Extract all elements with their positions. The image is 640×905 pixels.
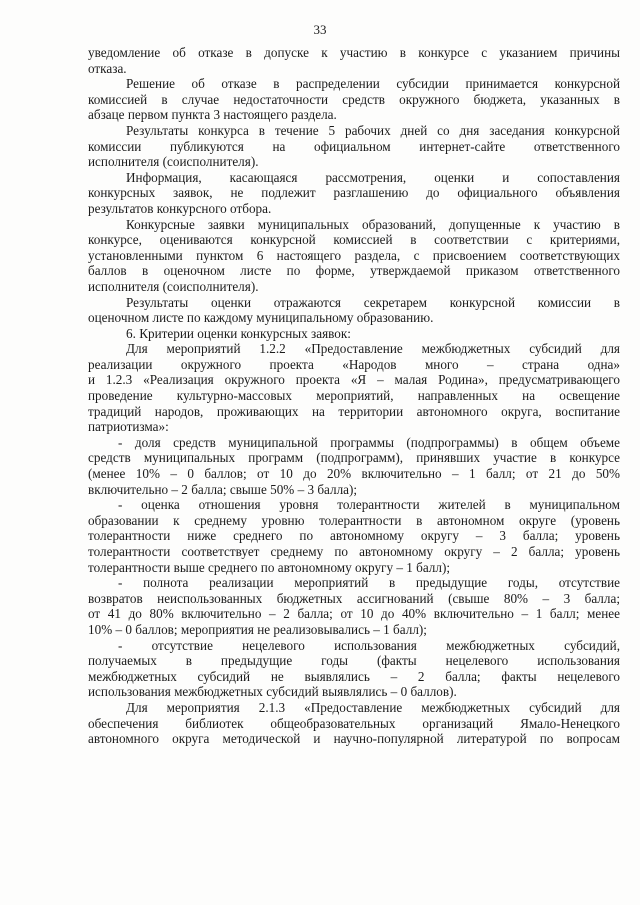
paragraph — [88, 497, 620, 575]
text-line: отказа. — [88, 60, 127, 76]
paragraph — [88, 638, 620, 700]
paragraph — [88, 326, 620, 342]
text-line: конкурсе, оцениваются конкурсной комиссией в соответствии с критериями, — [88, 232, 620, 248]
paragraph — [88, 575, 620, 637]
text-line: образовании к среднему уровню толерантности в автономном округе (уровень — [88, 512, 620, 528]
text-line: результатов конкурсного отбора. — [88, 200, 272, 216]
page-number: 33 — [313, 22, 327, 37]
text-line: Информация, касающаяся рассмотрения, оценки и сопоставления — [126, 169, 620, 185]
text-line: Для мероприятия 2.1.3 «Предоставление межбюджетных субсидий для — [126, 699, 620, 715]
text-line: толерантности выше среднего по автономному округу – 1 балл); — [88, 559, 451, 575]
paragraph — [88, 700, 620, 747]
text-line: баллов в оценочном листе по форме, утверждаемой приказом ответственного — [88, 263, 620, 279]
text-line: реализации окружного проекта «Народов много – страна одна» — [88, 356, 620, 372]
text-line: исполнителя (соисполнителя). — [88, 278, 259, 294]
text-line: оценочном листе по каждому муниципальному образованию. — [88, 310, 434, 326]
text-line: конкурсных заявок, не подлежит разглашению до официального объявления — [88, 185, 620, 201]
text-line: установленными пунктом 6 настоящего раздела, с присвоением соответствующих — [88, 247, 620, 263]
paragraph — [88, 170, 620, 217]
text-line: исполнителя (соисполнителя). — [88, 154, 259, 170]
text-line: автономного округа методической и научно-популярной литературой по вопросам — [88, 731, 620, 747]
text-line: возвратов неиспользованных бюджетных ассигнований (свыше 80% – 3 балла; — [88, 590, 620, 606]
body-text — [88, 45, 620, 747]
text-line: использования межбюджетных субсидий выявлялись – 0 баллов). — [88, 684, 457, 700]
text-line: межбюджетных субсидий не выявлялись – 2 балла; факты нецелевого — [88, 668, 620, 684]
text-line: Результаты оценки отражаются секретарем конкурсной комиссии в — [126, 294, 620, 310]
text-line: уведомление об отказе в допуске к участию в конкурсе с указанием причины — [88, 45, 620, 60]
text-line: традиций народов, проживающих на территории автономного округа, воспитание — [88, 403, 620, 419]
text-line: толерантности ниже среднего по автономному округу – 3 балла; уровень — [88, 528, 620, 544]
text-line: от 41 до 80% включительно – 2 балла; от 10 до 40% включительно – 1 балл; менее — [88, 606, 620, 622]
text-line: - отсутствие нецелевого использования межбюджетных субсидий, — [118, 637, 620, 653]
text-line: - полнота реализации мероприятий в предыдущие годы, отсутствие — [118, 575, 620, 591]
text-line: проведение культурно-массовых мероприятий, направленных на освещение — [88, 388, 620, 404]
paragraph — [88, 217, 620, 295]
text-line: (менее 10% – 0 баллов; от 10 до 20% включительно – 1 балл; от 21 до 50% — [88, 466, 620, 482]
text-line: абзаце первом пункта 3 настоящего раздела. — [88, 107, 337, 123]
text-line: комиссией в случае недостаточности средств окружного бюджета, указанных в — [88, 91, 620, 107]
text-line: Для мероприятий 1.2.2 «Предоставление межбюджетных субсидий для — [126, 341, 620, 357]
text-line: - оценка отношения уровня толерантности жителей в муниципальном — [118, 497, 620, 513]
paragraph — [88, 123, 620, 170]
text-line: включительно – 2 балла; свыше 50% – 3 балла); — [88, 481, 358, 497]
paragraph — [88, 295, 620, 326]
paragraph — [88, 435, 620, 497]
text-line: Результаты конкурса в течение 5 рабочих дней со дня заседания конкурсной — [126, 122, 620, 138]
text-line: Конкурсные заявки муниципальных образований, допущенные к участию в — [126, 216, 620, 232]
paragraph — [88, 341, 620, 435]
text-line: и 1.2.3 «Реализация окружного проекта «Я – малая Родина», предусматривающего — [88, 372, 620, 388]
paragraph — [88, 76, 620, 123]
text-line: 10% – 0 баллов; мероприятия не реализовывались – 1 балл); — [88, 621, 427, 637]
paragraph — [88, 45, 620, 76]
text-line: 6. Критерии оценки конкурсных заявок: — [126, 325, 351, 341]
text-line: получаемых в предыдущие годы (факты нецелевого использования — [88, 653, 620, 669]
text-line: Решение об отказе в распределении субсидии принимается конкурсной — [126, 76, 620, 92]
text-line: толерантности соответствует среднему по автономному округу – 2 балла; уровень — [88, 544, 620, 559]
text-line: средств муниципальных программ (подпрограмм), принявших участие в конкурсе — [88, 450, 620, 466]
text-line: обеспечения библиотек общеобразовательных организаций Ямало-Ненецкого — [88, 715, 620, 731]
text-line: - доля средств муниципальной программы (подпрограммы) в общем объеме — [118, 434, 620, 450]
text-line: патриотизма»: — [88, 419, 169, 435]
text-line: комиссии публикуются на официальном интернет-сайте ответственного — [88, 138, 620, 154]
